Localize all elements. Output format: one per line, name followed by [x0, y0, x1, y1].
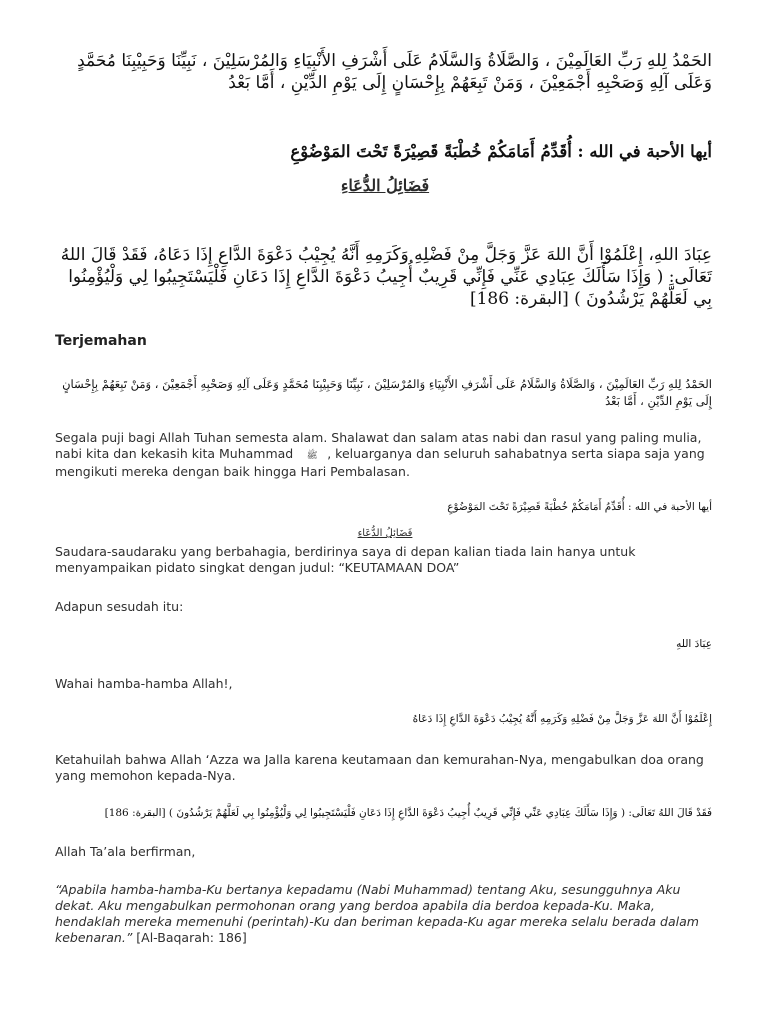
salla-allahu-alaihi-wasallam-icon: ﷺ	[306, 451, 318, 461]
ilmu-translation-paragraph: Ketahuilah bahwa Allah ‘Azza wa Jalla karena keutamaan dan kemurahan-Nya, mengabulkan doa orang yang memohon kepada-Nya.	[55, 752, 704, 783]
translation-opening-paragraph	[55, 430, 712, 480]
verse-reference: [Al-Baqarah: 186]	[132, 930, 247, 945]
section-heading-translation: Terjemahan	[55, 333, 147, 349]
allah-says-line: Allah Ta’ala berfirman,	[55, 844, 196, 859]
ibadallah-translation: Wahai hamba-hamba Allah!,	[55, 676, 233, 691]
arabic-opening-praise: الحَمْدُ لِلهِ رَبِّ العَالَمِيْنَ ، وَالصَّلَاةُ وَالسَّلَامُ عَلَى أَشْرَفِ الأَنْبِيَاءِ وَالمُرْسَلِيْنَ ، نَبِيِّنَا وَحَبِيْبِنَا مُحَمَّدٍ وَعَلَى آلِهِ وَصَحْبِهِ أَجْمَعِيْنَ ، وَمَنْ تَبِعَهُمْ بِإِحْسَانٍ إِلَى يَوْمِ الدِّيْنِ ، أَمَّا بَعْدُ	[77, 51, 712, 93]
arabic-ibadallah: عِبَادَ اللهِ	[676, 638, 712, 650]
intro-translation-paragraph: Saudara-saudaraku yang berbahagia, berdirinya saya di depan kalian tiada lain hanya untuk menyampaikan pidato singkat dengan judul: “KEUTAMAAN DOA”	[55, 544, 636, 575]
translation-arabic-intro: أيها الأحبة في الله : أُقَدِّمُ أَمَامَكُمْ خُطْبَةً قَصِيْرَةً تَحْتَ المَوْضُوْعِ	[447, 501, 712, 513]
translation-arabic-title: فَضَائِلُ الدُّعَاءِ	[357, 528, 413, 539]
arabic-verse-line: فَقَدْ قَالَ اللهُ تَعَالَى: ( وَإِذَا سَأَلَكَ عِبَادِي عَنِّي فَإِنِّي قَرِيبٌ أُجِيبُ دَعْوَةَ الدَّاعِ إِذَا دَعَانِ فَلْيَسْتَجِيبُوا لِي وَلْيُؤْمِنُوا بِي لَعَلَّهُمْ يَرْشُدُونَ ) [البقرة: 186]	[104, 807, 712, 819]
arabic-ilmu-line: إِعْلَمُوْا أَنَّ اللهَ عَزَّ وَجَلَّ مِنْ فَضْلِهِ وَكَرَمِهِ أَنَّهُ يُجِيْبُ دَعْوَةَ الدَّاعِ إِذَا دَعَاهُ	[412, 713, 712, 725]
opening-text-part2: , keluarganya dan seluruh sahabatnya serta siapa saja yang mengikuti mereka dengan baik hingga Hari Pembalasan.	[55, 446, 705, 479]
verse-translation-text: “Apabila hamba-hamba-Ku bertanya kepadamu (Nabi Muhammad) tentang Aku, sesungguhnya Aku dekat. Aku mengabulkan permohonan orang yang berdoa apabila dia berdoa kepada-Ku. Maka, hendaklah mereka memenuhi (perintah)-Ku dan beriman kepada-Ku agar mereka selalu berada dalam kebenaran.”	[55, 882, 699, 945]
verse-translation-paragraph	[55, 882, 712, 946]
adapun-line: Adapun sesudah itu:	[55, 599, 184, 614]
arabic-topic-title: فَضَائِلُ الدُّعَاءِ	[340, 176, 430, 195]
arabic-intro-line: أيها الأحبة في الله : أُقَدِّمُ أَمَامَكُمْ خُطْبَةً قَصِيْرَةً تَحْتَ المَوْضُوْعِ	[290, 142, 712, 161]
arabic-verse-paragraph: عِبَادَ اللهِ، إِعْلَمُوْا أَنَّ اللهَ عَزَّ وَجَلَّ مِنْ فَضْلِهِ وَكَرَمِهِ أَنَّهُ يُجِيْبُ دَعْوَةَ الدَّاعِ إِذَا دَعَاهُ، فَقَدْ قَالَ اللهُ تَعَالَى: ( وَإِذَا سَأَلَكَ عِبَادِي عَنِّي فَإِنِّي قَرِيبٌ أُجِيبُ دَعْوَةَ الدَّاعِ إِذَا دَعَانِ فَلْيَسْتَجِيبُوا لِي وَلْيُؤْمِنُوا بِي لَعَلَّهُمْ يَرْشُدُونَ ) [البقرة: 186]	[60, 245, 712, 309]
translation-arabic-opening: الحَمْدُ لِلهِ رَبِّ العَالَمِيْنَ ، وَالصَّلَاةُ وَالسَّلَامُ عَلَى أَشْرَفِ الأَنْبِيَاءِ وَالمُرْسَلِيْنَ ، نَبِيِّنَا وَحَبِيْبِنَا مُحَمَّدٍ وَعَلَى آلِهِ وَصَحْبِهِ أَجْمَعِيْنَ ، وَمَنْ تَبِعَهُمْ بِإِحْسَانٍ إِلَى يَوْمِ الدِّيْنِ ، أَمَّا بَعْدُ	[62, 377, 712, 408]
opening-text-part1: Segala puji bagi Allah Tuhan semesta alam. Shalawat dan salam atas nabi dan rasul yang paling mulia, nabi kita dan kekasih kita Muhammad	[55, 430, 702, 461]
